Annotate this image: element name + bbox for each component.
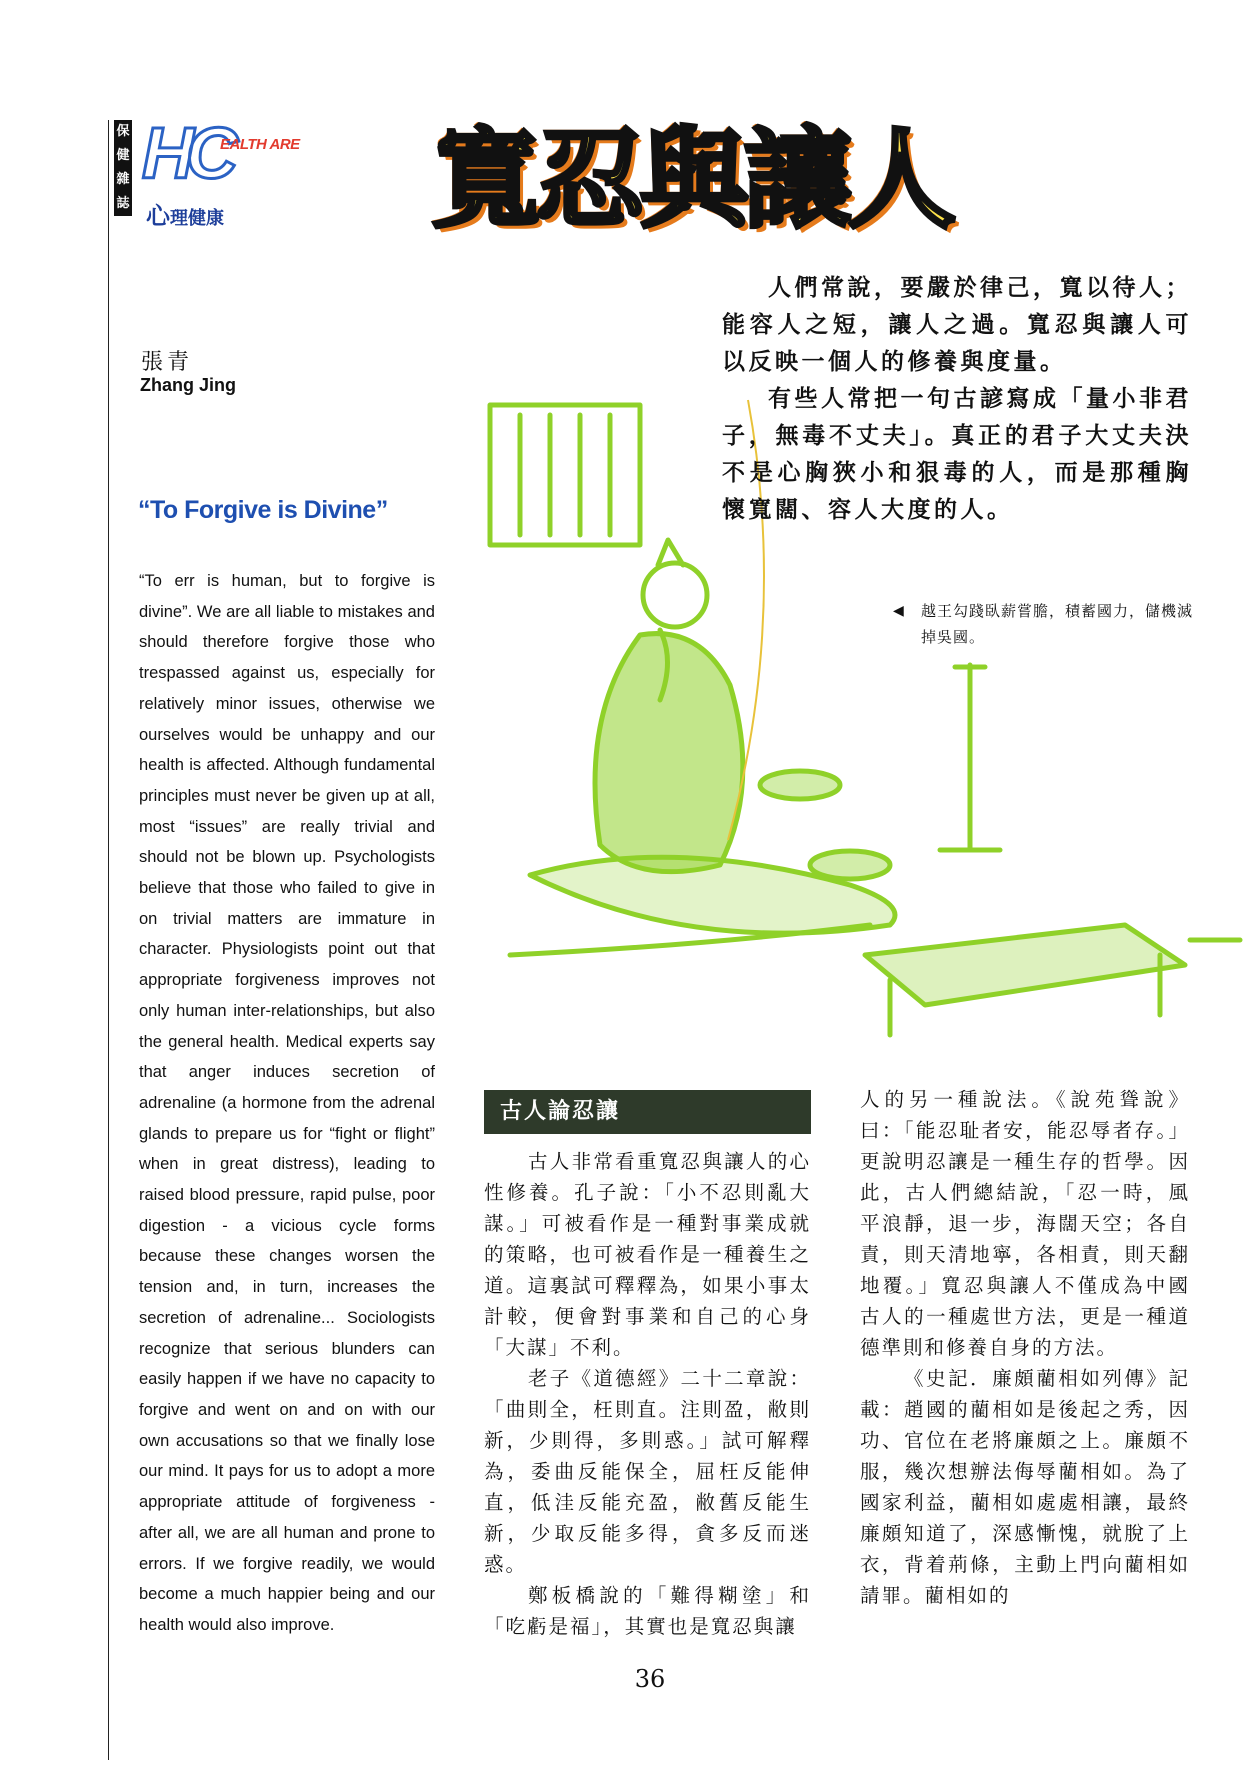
magazine-tag (114, 120, 132, 216)
page-number: 36 (634, 1665, 666, 1693)
cage-frame (490, 405, 640, 545)
caption-arrow-icon: ◀ (893, 603, 905, 619)
hc-logo (142, 114, 302, 196)
paragraph: 鄭板橋說的「難得糊塗」和「吃虧是福」，其實也是寬忍與讓 (484, 1584, 811, 1638)
paragraph: 《史記．廉頗藺相如列傳》記載：趙國的藺相如是後起之秀，因功、官位在老將廉頗之上。廉頗不服，幾次想辦法侮辱藺相如。為了國家利益，藺相如處處相讓，最終廉頗知道了，深感慚愧，就脫了上衣，背着荊條，主動上門向藺相如請罪。藺相如的 (860, 1367, 1190, 1607)
figure-head (643, 563, 707, 627)
paragraph: 古人非常看重寬忍與讓人的心性修養。孔子說：「小不忍則亂大謀。」可被看作是一種對事業成就的策略，也可被看作是一種養生之道。這裏試可釋釋為，如果小事太計較，便會對事業和自己的心身「大謀」不利。 (484, 1150, 811, 1359)
lead-text: 人們常說，要嚴於律己，寬以待人；能容人之短，讓人之過。寬忍與讓人可以反映一個人的修養與度量。 (722, 275, 1192, 375)
author-chinese: 張青 (141, 350, 194, 375)
magazine-tag-char: 健 (116, 148, 130, 163)
logo-letters: HC (142, 114, 230, 194)
english-body: “To err is human, but to forgive is divine”. We are all liable to mistakes and should therefore forgive those who trespassed against us, especially for relatively minor issues, otherwise we ourselves would be unhappy and our health is affected. Although fundamental principles must never be given up at all, most “issues” are really trivial and should not be blown up. Psychologists believe that those who failed to give in on trivial matters are immature in character. Physiologists point out that appropriate forgiveness improves not only human inter-relationships, but also the general health. Medical experts say that anger induces secretion of adrenaline (a hormone from the adrenal glands to prepare us for “fight or flight” when in great distress), leading to raised blood pressure, rapid pulse, poor digestion - a vicious cycle forms because these changes worsen the tension and, in turn, increases the secretion of adrenaline... Sociologists recognize that serious blunders can easily happen if we have no capacity to forgive and went on and on with our own accusations so that we finally lose our mind. It pays for us to adopt a more appropriate attitude of forgiveness - after all, we are all human and prone to errors. If we forgive readily, we would become a much happier being and our health would also improve. (139, 572, 435, 1634)
scroll (810, 851, 890, 879)
caption-text: 越王勾踐臥薪嘗膽，積蓄國力，儲機滅掉吳國。 (921, 602, 1194, 646)
body-column-middle (484, 1146, 811, 1642)
magazine-tag-char: 雜 (116, 172, 130, 187)
section-name (146, 196, 224, 231)
author-english: Zhang Jing (140, 375, 236, 395)
paragraph: 老子《道德經》二十二章說：「曲則全，枉則直。注則盈，敝則新，少則得，多則惑。」試可解釋為，委曲反能保全，屈枉反能伸直，低洼反能充盈，敝舊反能生新，少取反能多得，貪多反而迷惑。 (484, 1367, 811, 1576)
scroll (760, 771, 840, 799)
body-column-right (860, 1084, 1190, 1611)
lead-text: 有些人常把一句古諺寫成「量小非君子，無毒不丈夫」。真正的君子大丈夫決不是心胸狹小和狠毒的人，而是那種胸懷寬闊、容人大度的人。 (722, 386, 1192, 523)
article-title: 寬忍與讓人 (432, 117, 953, 243)
english-title: “To Forgive is Divine” (138, 496, 388, 524)
section-name-big: 心 (146, 202, 170, 230)
margin-rule (108, 120, 109, 1760)
low-table (865, 925, 1185, 1005)
paragraph: 人的另一種說法。《說苑聳說》曰：「能忍耻者安，能忍辱者存。」更說明忍讓是一種生存的哲學。因此，古人們總結說，「忍一時，風平浪靜，退一步，海闊天空；各自責，則天清地寧，各相責，則天翻地覆。」寬忍與讓人不僅成為中國古人的一種處世方法，更是一種道德準則和修養自身的方法。 (860, 1088, 1190, 1359)
figure-robe (595, 634, 743, 872)
illustration-caption (893, 598, 1193, 650)
logo-tagline: EALTH ARE (220, 136, 300, 153)
lead-paragraph (722, 270, 1192, 529)
magazine-tag-char: 誌 (116, 196, 130, 211)
section-name-small: 理健康 (170, 208, 224, 229)
section-heading: 古人論忍讓 (484, 1090, 811, 1134)
magazine-tag-char: 保 (116, 124, 130, 139)
